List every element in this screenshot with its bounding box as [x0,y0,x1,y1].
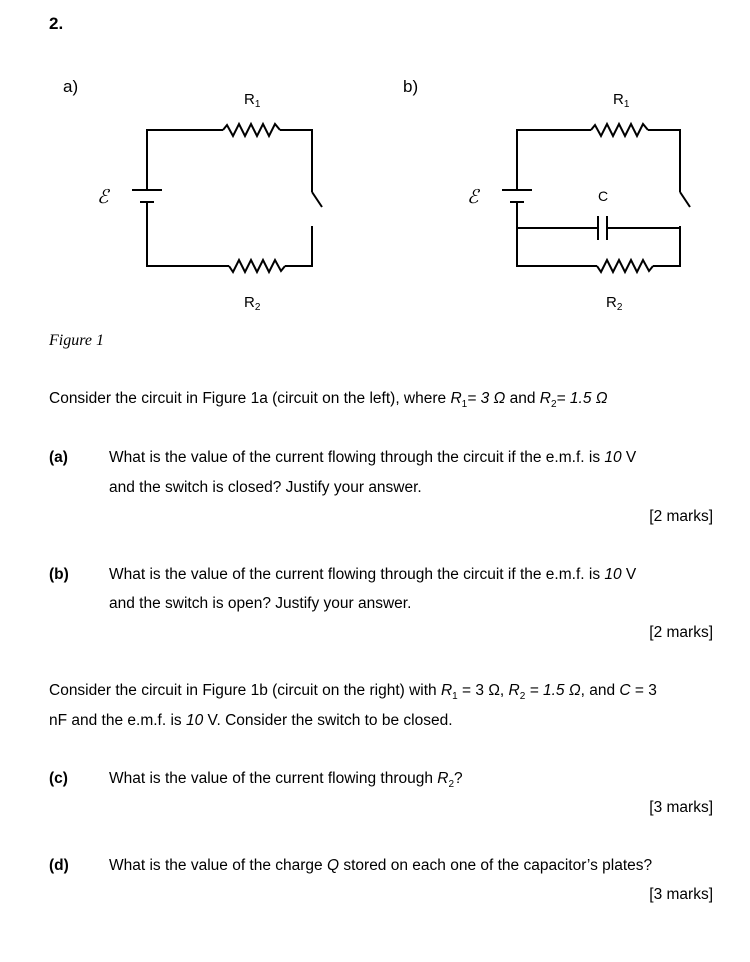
part-d-marks: [3 marks] [649,886,713,903]
intro-2-r2-sub: 2 [519,691,526,703]
intro-2-c-value: = 3 [630,682,657,699]
intro-2-emf-value: 10 [185,712,204,729]
circuit-b-top-wire [517,130,591,190]
part-a-line-2: and the switch is closed? Justify your answer. [109,479,422,496]
part-c-text [109,770,463,791]
part-b-emf-unit: V [621,566,637,583]
intro-2-r1-value: = 3 Ω, [457,682,509,699]
circuit-b-switch [680,192,690,207]
part-b-line-1 [109,566,636,584]
circuit-b-resistor-r1 [591,124,648,136]
part-a-emf-value: 10 [604,449,622,466]
part-d-label: (d) [49,857,69,874]
part-b-marks: [2 marks] [649,624,713,641]
intro-2-c: C [619,682,631,699]
part-c-question-mark: ? [454,770,463,787]
part-b-line-2: and the switch is open? Justify your answer. [109,595,412,612]
circuit-b-right-wire [648,130,680,192]
part-c-r2-sub: 2 [448,779,455,791]
question-number: 2. [49,14,64,33]
circuit-a-resistor-r1 [223,124,280,136]
intro-2-line-2-text: nF and the e.m.f. is [49,712,186,729]
part-d-text [109,857,652,875]
part-a-line-1 [109,449,636,467]
part-a-emf-unit: V [621,449,637,466]
part-c-text-lead: What is the value of the current flowing through [109,770,438,787]
intro-2-r2-value: = 1.5 Ω [525,682,581,699]
intro-1-and: and [505,390,540,407]
intro-1-r2-value: = 1.5 Ω [556,390,608,407]
figure-b-label: b) [403,77,419,96]
circuit-a-switch [312,192,322,207]
part-a-line-1-text: What is the value of the current flowing through the circuit if the e.m.f. is [109,449,605,466]
intro-2-line-2-tail: V. Consider the switch to be closed. [203,712,453,729]
part-c-marks: [3 marks] [649,799,713,816]
circuit-a [132,124,322,272]
circuit-a-resistor-r2 [229,260,285,272]
intro-1-r2-sub: 2 [550,399,557,411]
part-c-r2: R [437,770,449,787]
figure-a-label: a) [63,77,79,96]
circuit-b-bottom-wire [517,202,597,266]
circuit-a-lower-right-wire [285,226,312,266]
circuit-a-bottom-wire [147,202,229,266]
circuit-b-r2-label: $R_2$ [606,294,623,313]
part-a-marks: [2 marks] [649,508,713,525]
circuit-b-resistor-r2 [597,260,653,272]
intro-1-lead: Consider the circuit in Figure 1a (circuit on the left), where [49,390,451,407]
circuit-b-r1-label: $R_1$ [613,91,630,110]
part-a-label: (a) [49,449,68,466]
circuit-b-c-label: C [598,188,609,204]
circuit-a-r1-label: $R_1$ [244,91,261,110]
part-d-q: Q [326,857,340,874]
intro-2-line-2 [49,712,453,730]
part-b-line-1-text: What is the value of the current flowing through the circuit if the e.m.f. is [109,566,605,583]
intro-2-line-1 [49,682,657,703]
intro-1-r1-value: = 3 Ω [467,390,506,407]
part-c-label: (c) [49,770,68,787]
intro-1-r2: R [539,390,551,407]
intro-1-r1: R [450,390,462,407]
circuit-b [502,124,690,272]
figure-1-circuits [0,0,750,330]
circuit-a-right-wire [280,130,312,192]
intro-1-r1-sub: 1 [461,399,468,411]
intro-2-r1-sub: 1 [452,691,458,703]
part-d-text-tail: stored on each one of the capacitor’s plates? [339,857,653,874]
intro-2-r1: R [440,682,453,699]
figure-caption: Figure 1 [49,332,104,349]
part-b-label: (b) [49,566,69,583]
circuit-a-top-wire [147,130,223,190]
circuit-a-emf-label: ℰ [97,187,109,208]
intro-2-r2: R [508,682,520,699]
circuit-b-lower-right-wire [653,226,680,266]
circuit-a-r2-label: $R_2$ [244,294,261,313]
intro-1-text [49,390,608,411]
intro-2-lead: Consider the circuit in Figure 1b (circuit on the right) with [49,682,441,699]
part-b-emf-value: 10 [604,566,622,583]
intro-2-and: , and [580,682,620,699]
part-d-text-lead: What is the value of the charge [109,857,327,874]
circuit-b-emf-label: ℰ [467,187,479,208]
